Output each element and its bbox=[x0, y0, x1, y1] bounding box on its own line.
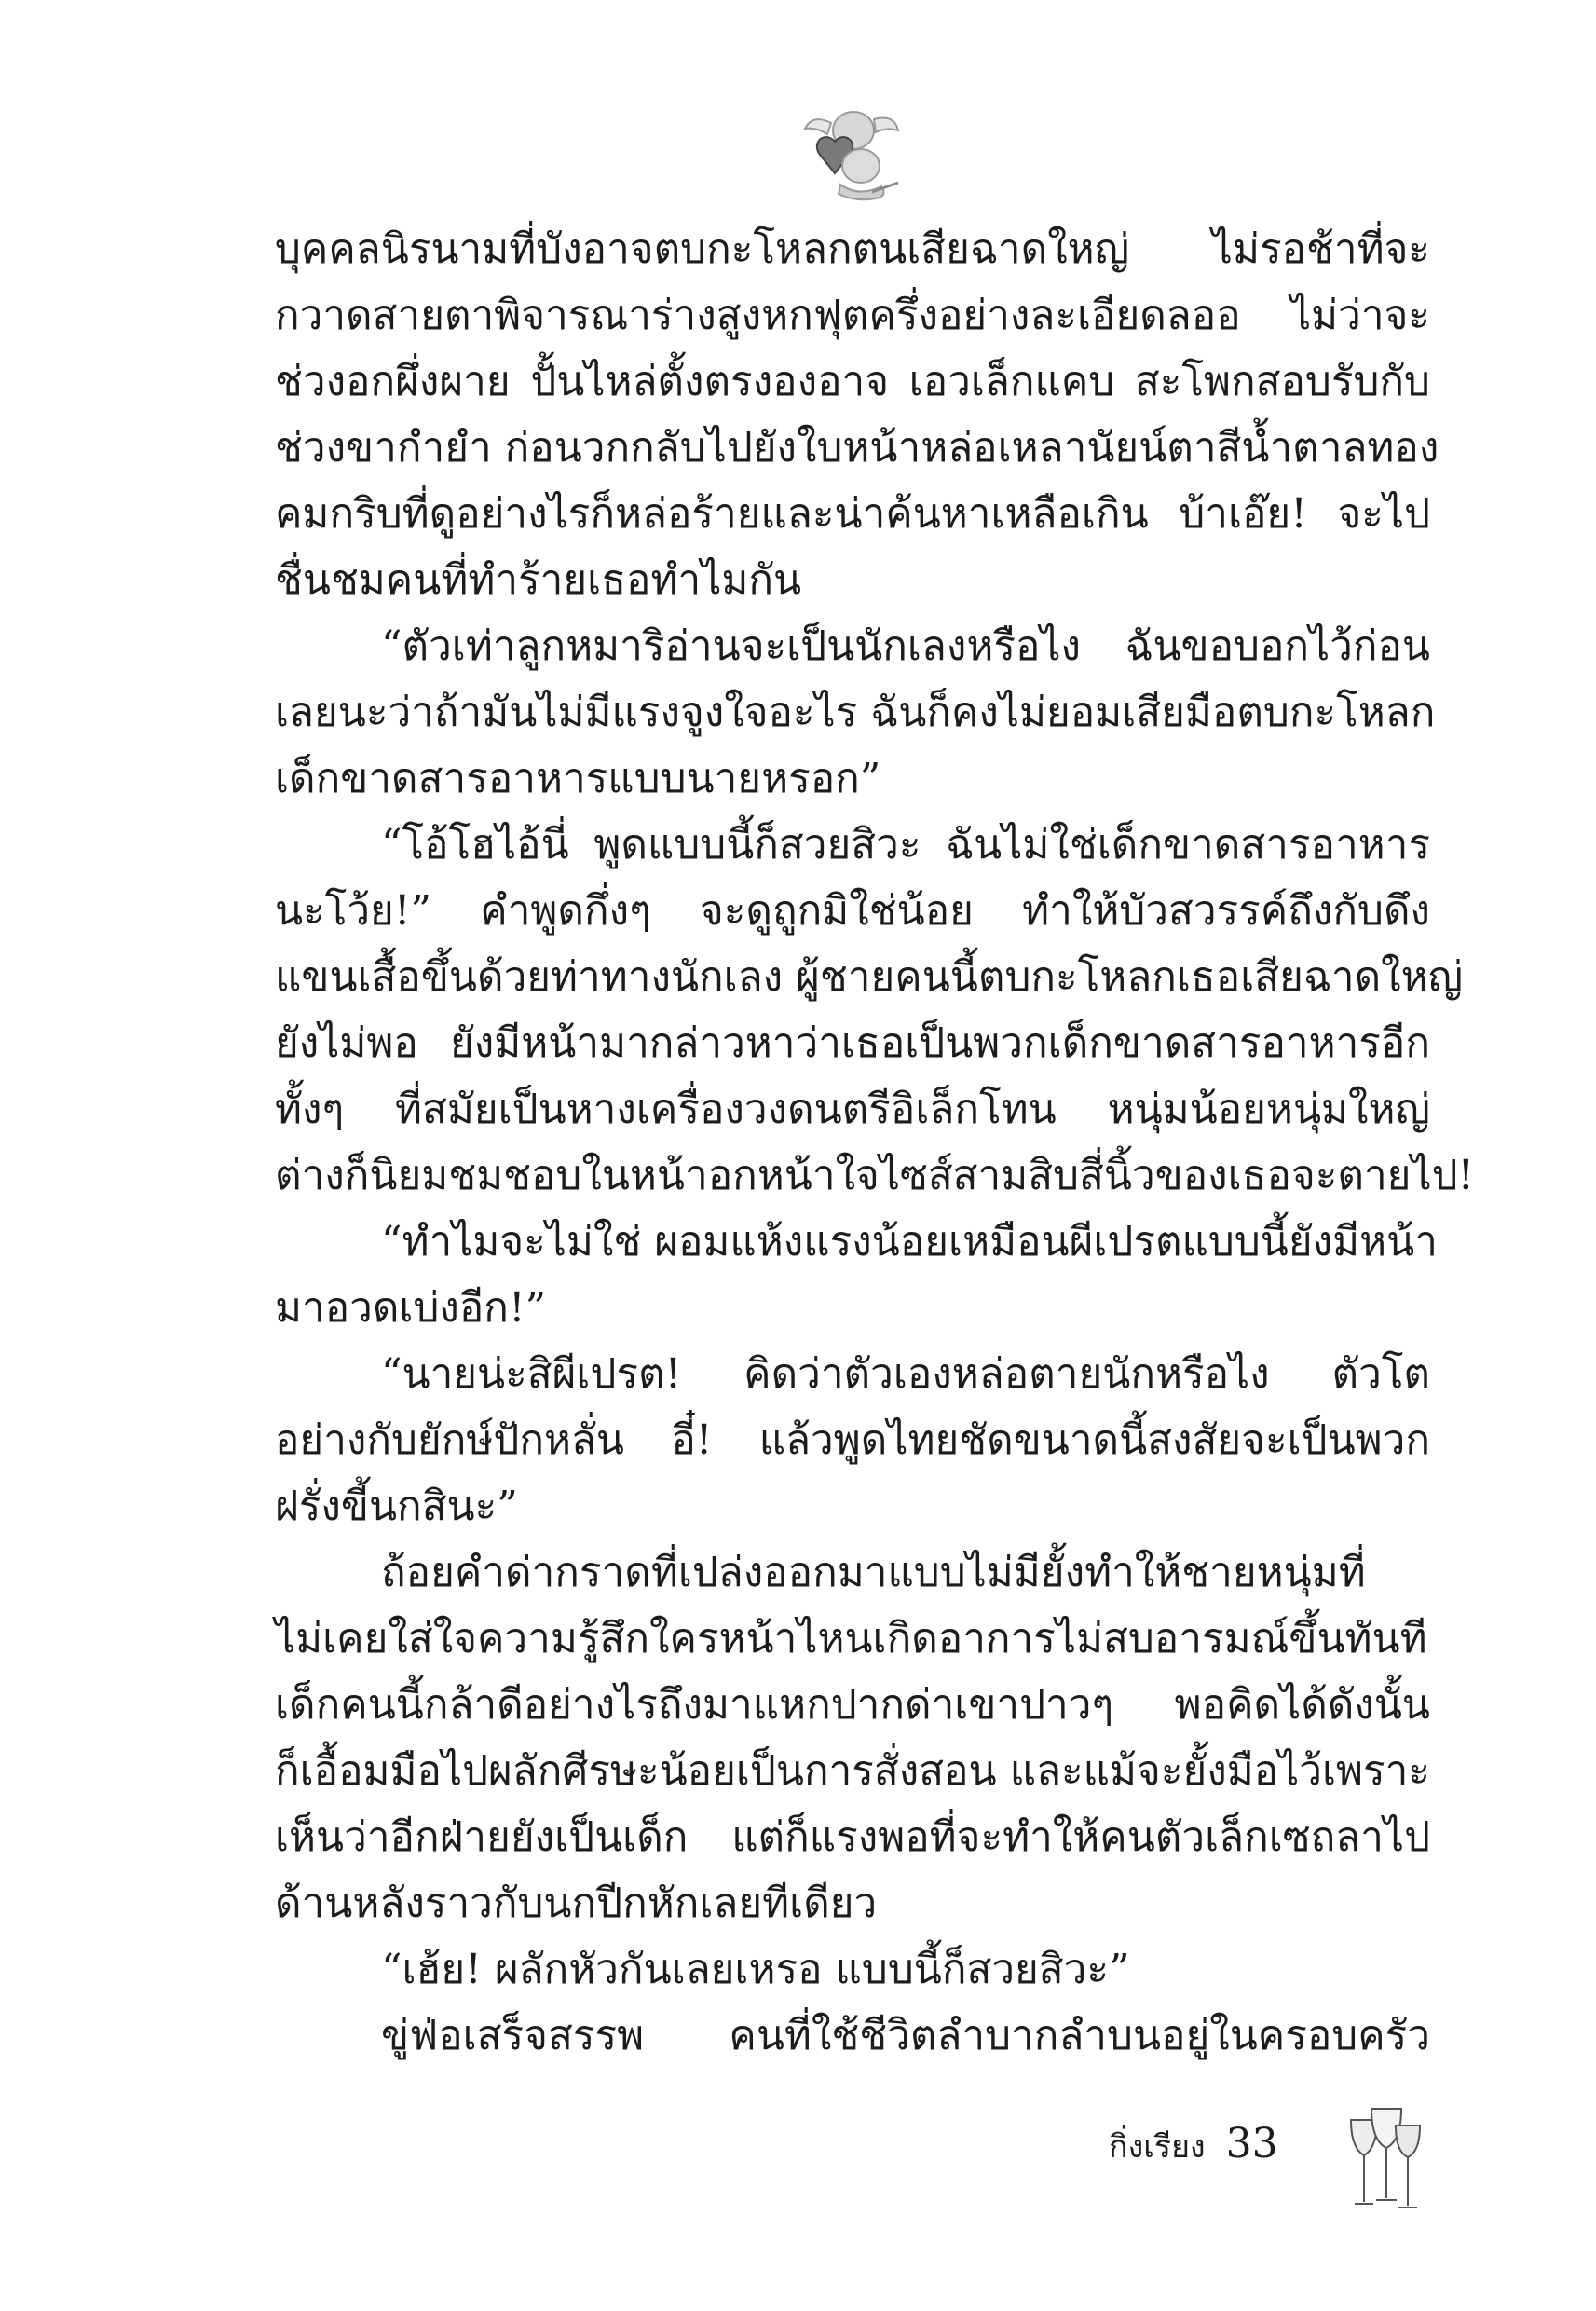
text-line: ไม่เคยใส่ใจความรู้สึกใครหน้าไหนเกิดอาการไม่สบอารมณ์ขึ้นทันที bbox=[275, 1615, 1427, 1662]
text-line: ช่วงขากำยำ ก่อนวกกลับไปยังใบหน้าหล่อเหลานัยน์ตาสีน้ำตาลทอง bbox=[275, 424, 1439, 472]
body-text bbox=[275, 216, 1475, 2069]
text-line: ชื่นชมคนที่ทำร้ายเธอทำไมกัน bbox=[275, 556, 802, 604]
text-line: ขู่ฟ่อเสร็จสรรพ คนที่ใช้ชีวิตลำบากลำบนอยู่ในครอบครัว bbox=[381, 2012, 1430, 2059]
text-line: ด้านหลังราวกับนกปีกหักเลยทีเดียว bbox=[275, 1880, 878, 1927]
text-line: อย่างกับยักษ์ปักหลั่น อี๋! แล้วพูดไทยชัดขนาดนี้สงสัยจะเป็นพวก bbox=[275, 1416, 1430, 1464]
paragraph-2 bbox=[275, 613, 1436, 812]
text-line: “นายน่ะสิผีเปรต! คิดว่าตัวเองหล่อตายนักหรือไง ตัวโต bbox=[381, 1350, 1430, 1398]
text-line: เด็กขาดสารอาหารแบบนายหรอก” bbox=[275, 755, 881, 802]
text-line: คมกริบที่ดูอย่างไรก็หล่อร้ายและน่าค้นหาเหลือเกิน บ้าเอ๊ย! จะไป bbox=[275, 490, 1430, 538]
paragraph-3 bbox=[275, 812, 1475, 1209]
text-line: เลยนะว่าถ้ามันไม่มีแรงจูงใจอะไร ฉันก็คงไม่ยอมเสียมือตบกะโหลก bbox=[275, 689, 1436, 736]
text-line: เห็นว่าอีกฝ่ายยังเป็นเด็ก แต่ก็แรงพอที่จะทำให้คนตัวเล็กเซถลาไป bbox=[275, 1813, 1430, 1861]
text-line: ฝรั่งขี้นกสินะ” bbox=[275, 1483, 518, 1530]
wine-glasses-icon bbox=[1342, 2101, 1425, 2213]
text-line: “โอ้โฮไอ้นี่ พูดแบบนี้ก็สวยสิวะ ฉันไม่ใช่เด็กขาดสารอาหาร bbox=[381, 821, 1430, 868]
paragraph-5 bbox=[275, 1341, 1430, 1539]
text-line: ถ้อยคำด่ากราดที่เปล่งออกมาแบบไม่มียั้งทำให้ชายหนุ่มที่ bbox=[381, 1549, 1366, 1596]
cherub-heart-icon bbox=[794, 103, 906, 205]
paragraph-6 bbox=[275, 1539, 1430, 1936]
text-line: บุคคลนิรนามที่บังอาจตบกะโหลกตนเสียฉาดใหญ่ ไม่รอช้าที่จะ bbox=[275, 226, 1430, 273]
book-title: กิ่งเรียง bbox=[1109, 2128, 1206, 2166]
text-line: ช่วงอกผึ่งผาย ปั้นไหล่ตั้งตรงองอาจ เอวเล็กแคบ สะโพกสอบรับกับ bbox=[275, 358, 1430, 405]
paragraph-1 bbox=[275, 216, 1439, 613]
text-line: “เฮ้ย! ผลักหัวกันเลยเหรอ แบบนี้ก็สวยสิวะ” bbox=[381, 1946, 1130, 1993]
text-line: แขนเสื้อขึ้นด้วยท่าทางนักเลง ผู้ชายคนนี้ตบกะโหลกเธอเสียฉาดใหญ่ bbox=[275, 953, 1464, 1001]
text-line: ยังไม่พอ ยังมีหน้ามากล่าวหาว่าเธอเป็นพวกเด็กขาดสารอาหารอีก bbox=[275, 1019, 1430, 1067]
text-line: กวาดสายตาพิจารณาร่างสูงหกฟุตครึ่งอย่างละเอียดลออ ไม่ว่าจะ bbox=[275, 292, 1430, 339]
text-line: ก็เอื้อมมือไปผลักศีรษะน้อยเป็นการสั่งสอน และแม้จะยั้งมือไว้เพราะ bbox=[275, 1747, 1430, 1795]
text-line: ต่างก็นิยมชมชอบในหน้าอกหน้าใจไซส์สามสิบสี่นิ้วของเธอจะตายไป! bbox=[275, 1152, 1475, 1199]
text-line: “ตัวเท่าลูกหมาริอ่านจะเป็นนักเลงหรือไง ฉันขอบอกไว้ก่อน bbox=[381, 622, 1430, 670]
text-line: “ทำไมจะไม่ใช่ ผอมแห้งแรงน้อยเหมือนผีเปรตแบบนี้ยังมีหน้า bbox=[381, 1218, 1438, 1265]
page-number: 33 bbox=[1225, 2120, 1278, 2167]
page-footer bbox=[1109, 2115, 1278, 2171]
text-line: เด็กคนนี้กล้าดีอย่างไรถึงมาแหกปากด่าเขาปาวๆ พอคิดได้ดังนั้น bbox=[275, 1681, 1430, 1729]
text-line: ทั้งๆ ที่สมัยเป็นหางเครื่องวงดนตรีอิเล็กโทน หนุ่มน้อยหนุ่มใหญ่ bbox=[275, 1086, 1430, 1133]
paragraph-4 bbox=[275, 1209, 1438, 1341]
paragraph-8 bbox=[275, 2003, 1430, 2069]
text-line: มาอวดเบ่งอีก!” bbox=[275, 1284, 547, 1332]
paragraph-7 bbox=[275, 1936, 1430, 2003]
text-line: นะโว้ย!” คำพูดกึ่งๆ จะดูถูกมิใช่น้อย ทำให้บัวสวรรค์ถึงกับดึง bbox=[275, 887, 1430, 935]
